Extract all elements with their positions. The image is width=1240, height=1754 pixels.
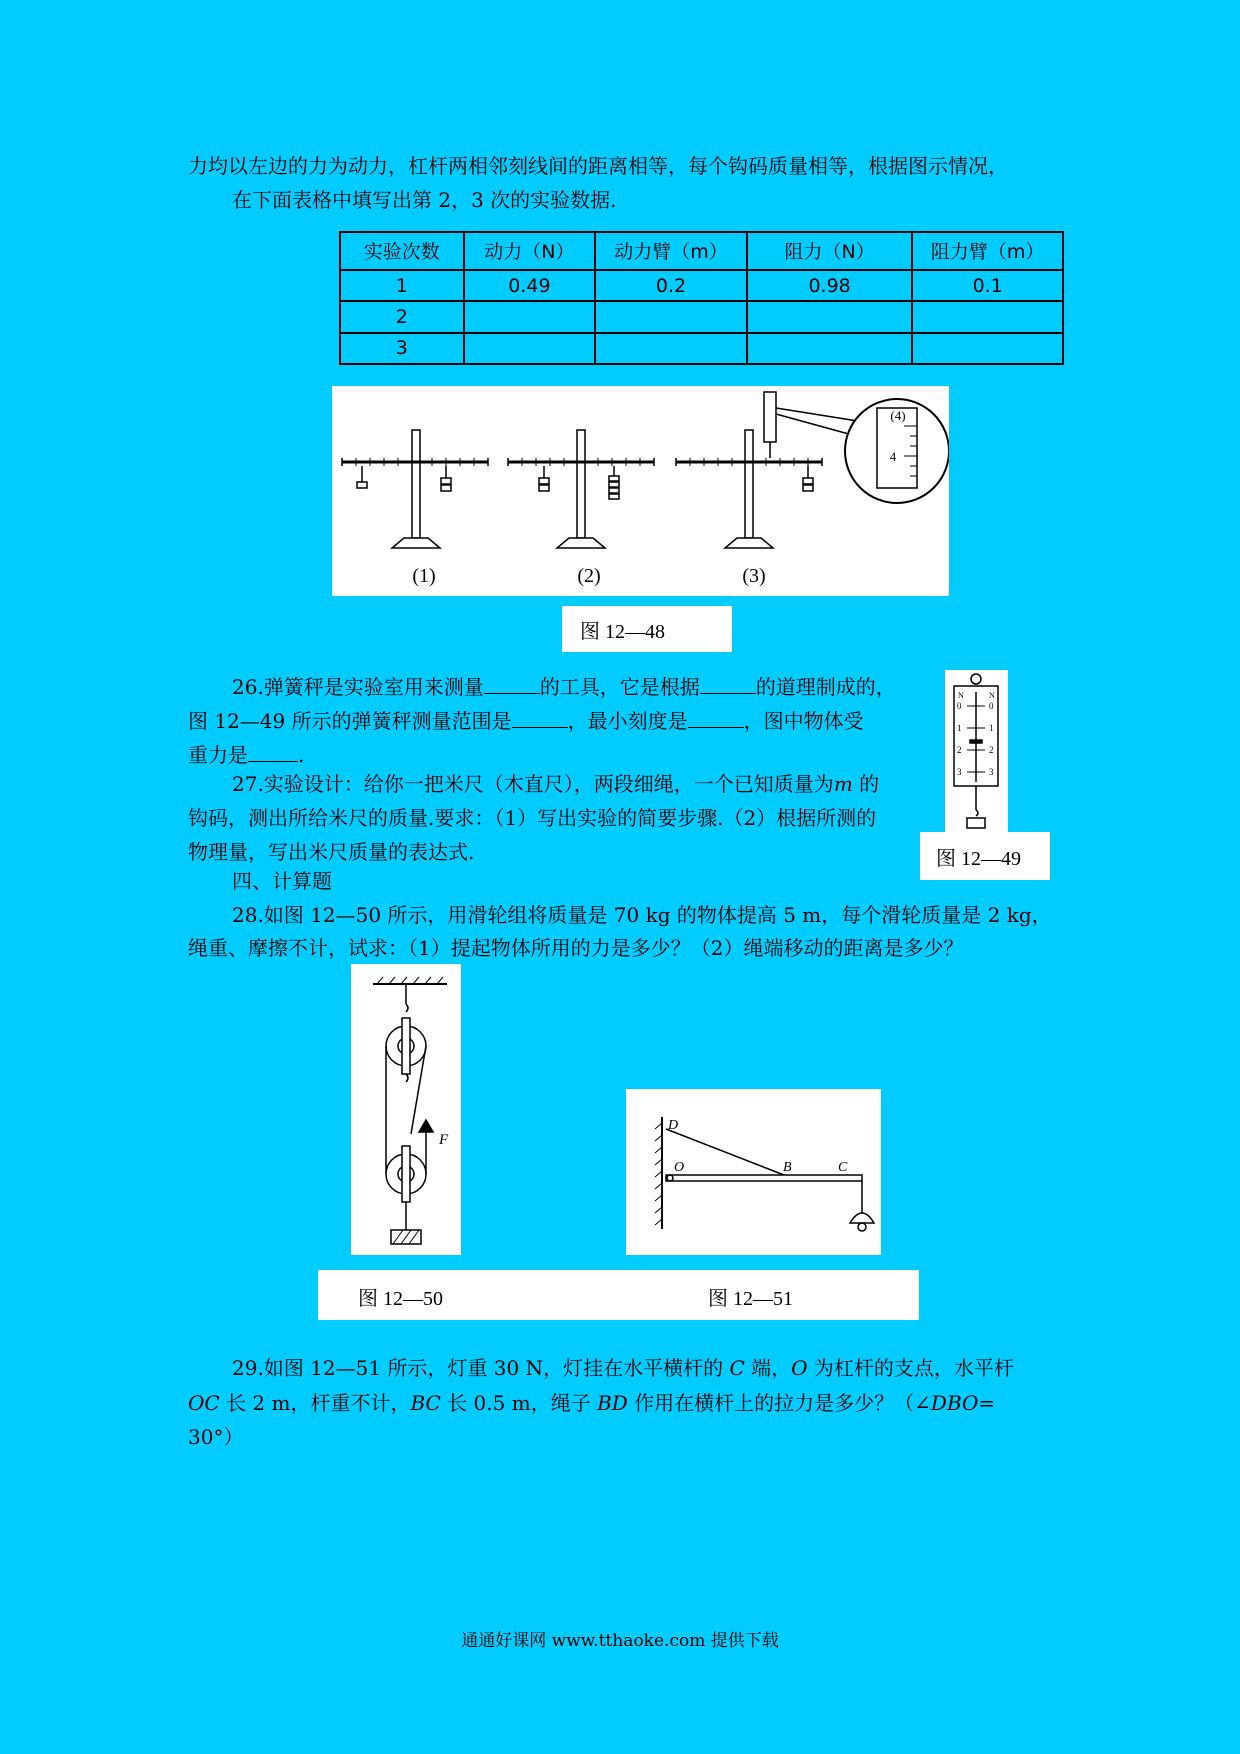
caption-band	[318, 1270, 919, 1320]
lever-1	[342, 430, 488, 548]
table-header-row	[340, 232, 1063, 270]
table-row	[340, 301, 1063, 332]
q28-line-2: 绳重、摩擦不计，试求：（1）提起物体所用的力是多少？（2）绳端移动的距离是多少？	[188, 936, 964, 960]
scale-mark-label: 4	[889, 449, 897, 464]
lever-3	[676, 392, 949, 548]
scale-tick: 2	[957, 745, 962, 755]
q26-text: .	[298, 743, 305, 767]
table-header: 动力臂（m）	[595, 232, 747, 270]
q29-symbol: C	[729, 1356, 745, 1380]
q26-text: ，最小刻度是	[567, 709, 688, 733]
q29-text: 长 2 m，杆重不计，	[226, 1391, 411, 1415]
q29-symbol: BC	[410, 1391, 441, 1415]
q26-line-2	[188, 704, 928, 738]
scale-tick: 1	[989, 723, 994, 733]
table-cell: 1	[340, 270, 464, 301]
table-header: 阻力臂（m）	[912, 232, 1063, 270]
table-header: 阻力（N）	[747, 232, 913, 270]
lamp-lever-diagram	[626, 1089, 881, 1255]
q29-text: 端，	[751, 1356, 792, 1380]
q27-line-1	[188, 767, 928, 801]
figure-label-3: (3)	[742, 565, 766, 587]
point-label-d: D	[668, 1118, 679, 1133]
table-cell	[912, 301, 1063, 332]
figure-label-2: (2)	[577, 565, 601, 587]
table-cell	[464, 333, 596, 364]
table-header: 实验次数	[340, 232, 464, 270]
q29-line-3: 30°）	[188, 1425, 244, 1449]
spring-scale-diagram	[945, 670, 1008, 832]
table-cell: 0.1	[912, 270, 1063, 301]
figure-12-51-caption: 图 12—51	[708, 1288, 793, 1310]
q28-line-1: 28.如图 12—50 所示，用滑轮组将质量是 70 kg 的物体提高 5 m，每个滑轮质量是 2 kg，	[232, 903, 1052, 927]
scale-unit-left: N	[958, 691, 964, 700]
q29-symbol: OC	[188, 1391, 220, 1415]
answer-blank[interactable]	[700, 673, 756, 694]
footer-credit: 通通好课网 www.tthaoke.com 提供下载	[461, 1631, 779, 1651]
figure-label-1: (1)	[412, 565, 436, 587]
intro-line-1: 力均以左边的力为动力，杠杆两相邻刻线间的距离相等，每个钩码质量相等，根据图示情况，	[188, 154, 1008, 178]
q26-text: 的道理制成的，	[755, 675, 896, 699]
scale-tick: 0	[957, 701, 962, 711]
q29-symbol: BD	[597, 1391, 628, 1415]
table-cell	[595, 333, 747, 364]
scale-tick: 3	[989, 767, 994, 777]
intro-line-2: 在下面表格中填写出第 2，3 次的实验数据.	[232, 188, 617, 212]
point-label-c: C	[838, 1160, 848, 1175]
scale-top-label: (4)	[890, 408, 906, 423]
q27-mass-symbol: m	[833, 772, 853, 796]
table-cell	[747, 301, 913, 332]
q27-text: 27.实验设计：给你一把米尺（木直尺），两段细绳，一个已知质量为	[232, 772, 834, 796]
answer-blank[interactable]	[688, 707, 744, 728]
scale-tick: 3	[957, 767, 962, 777]
figure-12-48	[332, 386, 949, 596]
q26-line-1	[188, 670, 928, 704]
point-label-o: O	[674, 1160, 685, 1175]
q26-text: 重力是	[188, 743, 248, 767]
figure-12-49-caption: 图 12—49	[920, 832, 1050, 880]
scale-tick: 0	[989, 701, 994, 711]
experiment-table	[339, 231, 1064, 365]
scale-tick: 2	[989, 745, 994, 755]
answer-blank[interactable]	[512, 707, 568, 728]
table-header: 动力（N）	[464, 232, 596, 270]
table-cell	[747, 333, 913, 364]
q29-text: 作用在横杆上的拉力是多少？（∠	[634, 1391, 931, 1415]
figure-12-50-caption: 图 12—50	[358, 1288, 443, 1310]
table-cell: 0.49	[464, 270, 596, 301]
q27-line-3: 物理量，写出米尺质量的表达式.	[188, 840, 475, 864]
figure-12-50	[351, 964, 461, 1255]
table-cell	[595, 301, 747, 332]
q29-line-1	[188, 1351, 1054, 1385]
q26-text: 26.弹簧秤是实验室用来测量	[232, 675, 484, 699]
q29-text: 为杠杆的支点，水平杆	[813, 1356, 1014, 1380]
scale-unit-right: N	[989, 691, 995, 700]
table-row	[340, 333, 1063, 364]
point-label-b: B	[783, 1160, 792, 1175]
table-cell: 0.98	[747, 270, 913, 301]
figure-12-51	[626, 1089, 881, 1255]
table-cell: 3	[340, 333, 464, 364]
lever-2	[508, 430, 654, 548]
figure-12-48-caption: 图 12—48	[562, 606, 732, 652]
table-cell	[912, 333, 1063, 364]
answer-blank[interactable]	[248, 741, 298, 762]
figure-12-49	[945, 670, 1008, 832]
q29-symbol: DBO	[930, 1391, 979, 1415]
q27-text: 的	[859, 772, 880, 796]
table-row	[340, 270, 1063, 301]
force-label: F	[439, 1132, 449, 1148]
q27-line-2: 钩码，测出所给米尺的质量.要求：（1）写出实验的简要步骤.（2）根据所测的	[188, 806, 877, 830]
table-cell: 0.2	[595, 270, 747, 301]
answer-blank[interactable]	[484, 673, 540, 694]
q29-text: 长 0.5 m，绳子	[447, 1391, 591, 1415]
q29-symbol: O	[791, 1356, 808, 1380]
q26-text: ，图中物体受	[743, 709, 864, 733]
q29-text: 29.如图 12—51 所示，灯重 30 N，灯挂在水平横杆的	[232, 1356, 724, 1380]
q29-line-2	[188, 1386, 1054, 1420]
q29-text: =	[978, 1391, 996, 1415]
table-cell	[464, 301, 596, 332]
scale-tick: 1	[957, 723, 962, 733]
q26-text: 的工具，它是根据	[539, 675, 700, 699]
table-cell: 2	[340, 301, 464, 332]
q26-text: 图 12—49 所示的弹簧秤测量范围是	[188, 709, 512, 733]
section-heading: 四、计算题	[232, 869, 332, 893]
lever-diagrams	[332, 386, 949, 596]
pulley-diagram	[351, 964, 461, 1255]
